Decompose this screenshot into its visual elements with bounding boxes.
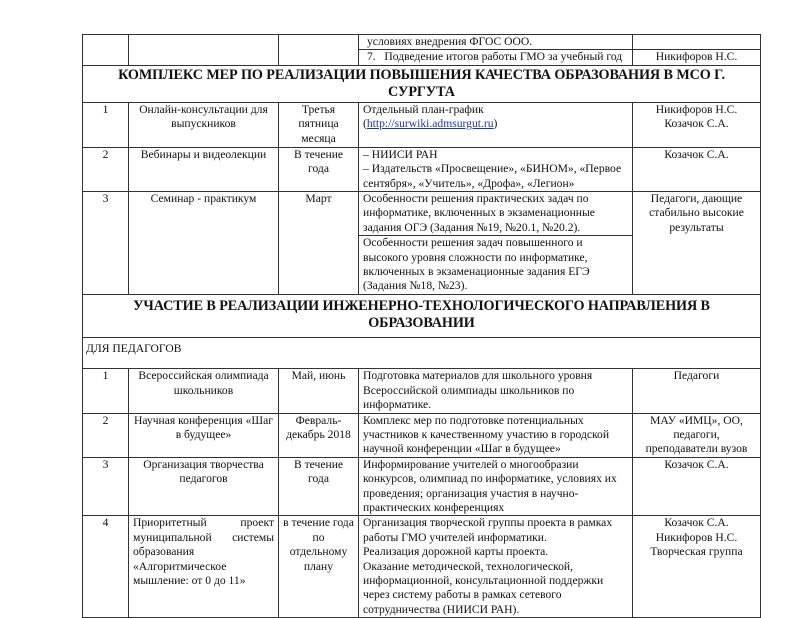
row-event: Семинар - практикум	[129, 192, 279, 295]
cell-num-empty	[83, 35, 129, 66]
row-responsible: Педагоги	[633, 369, 761, 413]
subsection-row	[83, 337, 761, 368]
row-num: 3	[83, 457, 129, 516]
surwiki-link[interactable]: http://surwiki.admsurgut.ru	[366, 117, 494, 131]
row-num: 3	[83, 192, 129, 295]
cell-timing-empty	[279, 35, 359, 66]
event-line: образования «Алгоритмическое мышление: от 0 до 11»	[133, 545, 246, 587]
item7-responsible: Никифоров Н.С.	[633, 50, 761, 65]
row-content: Информирование учителей о многообразии конкурсов, олимпиад по информатике, условиях их проведения; организация участия в научно-практических конференциях	[359, 457, 633, 516]
row-event: Всероссийская олимпиада школьников	[129, 369, 279, 413]
row-num: 2	[83, 413, 129, 457]
content-line: Оказание методической, технологической, информационной, консультационной поддержки через систему работы в рамках сетевого сотрудничества (НИИСИ РАН).	[363, 559, 604, 616]
row-content: Подготовка материалов для школьного уровня Всероссийской олимпиады школьников по информатике.	[359, 369, 633, 413]
table-row	[83, 102, 761, 147]
row-timing: в течение года по отдельному плану	[279, 516, 359, 618]
row-num: 2	[83, 147, 129, 191]
row-responsible: МАУ «ИМЦ», ОО, педагоги, преподаватели вузов	[633, 413, 761, 457]
section1-title: КОМПЛЕКС МЕР ПО РЕАЛИЗАЦИИ ПОВЫШЕНИЯ КАЧЕСТВА ОБРАЗОВАНИЯ В МСО Г. СУРГУТА	[83, 65, 761, 102]
row-responsible: Педагоги, дающие стабильно высокие результаты	[633, 192, 761, 295]
row-timing: Март	[279, 192, 359, 295]
content-prefix: Отдельный план-график	[363, 102, 484, 116]
paren-open: (	[363, 117, 367, 131]
row-responsible: Козачок С.А.	[633, 457, 761, 516]
row-responsible	[633, 102, 761, 147]
row-event: Вебинары и видеолекции	[129, 147, 279, 191]
section2-title: УЧАСТИЕ В РЕАЛИЗАЦИИ ИНЖЕНЕРНО-ТЕХНОЛОГИЧЕСКОГО НАПРАВЛЕНИЯ В ОБРАЗОВАНИИ	[83, 294, 761, 337]
row-timing: Февраль-декабрь 2018	[279, 413, 359, 457]
content-line: Реализация дорожной карты проекта.	[363, 545, 549, 559]
cell-event-empty	[129, 35, 279, 66]
row-content	[359, 102, 633, 147]
table-row	[83, 147, 761, 191]
item7-cell	[359, 50, 633, 65]
table-row-continued	[83, 35, 761, 50]
row-num: 1	[83, 369, 129, 413]
row-timing: Третья пятница месяца	[279, 102, 359, 147]
row-responsible: Козачок С.А.	[633, 147, 761, 191]
responsible-name: Козачок С.А.	[664, 117, 729, 131]
content-line: – Издательств «Просвещение», «БИНОМ», «Первое сентября», «Учитель», «Дрофа», «Легион»	[363, 162, 622, 190]
responsible-name: Никифоров Н.С.	[655, 530, 738, 544]
subsection-title: ДЛЯ ПЕДАГОГОВ	[83, 337, 761, 368]
responsible-name: Козачок С.А.	[664, 516, 729, 530]
cell-responsible-empty	[633, 35, 761, 50]
section-header-row	[83, 65, 761, 102]
row-num: 4	[83, 516, 129, 618]
row-timing: В течение года	[279, 147, 359, 191]
responsible-name: Творческая группа	[650, 545, 743, 559]
row-event	[129, 516, 279, 618]
table-row	[83, 192, 761, 236]
row-content-part1: Особенности решения практических задач по информатике, включенных в экзаменационные задания ОГЭ (Задания №19, №20.1, №20.2).	[359, 192, 633, 236]
section-header-row	[83, 294, 761, 337]
table-row	[83, 413, 761, 457]
row-event: Онлайн-консультации для выпускников	[129, 102, 279, 147]
item7-number: 7.	[367, 50, 376, 64]
paren-close: )	[493, 117, 498, 131]
continued-text: условиях внедрения ФГОС ООО.	[359, 35, 633, 50]
table-row	[83, 516, 761, 618]
row-content-part2: Особенности решения задач повышенного и высокого уровня сложности по информатике, включенных в экзаменационные задания ЕГЭ (Задания №18, №23).	[359, 236, 633, 295]
row-responsible	[633, 516, 761, 618]
row-timing: В течение года	[279, 457, 359, 516]
row-content	[359, 516, 633, 618]
row-event: Научная конференция «Шаг в будущее»	[129, 413, 279, 457]
plan-table	[82, 34, 761, 618]
row-num: 1	[83, 102, 129, 147]
row-content: Комплекс мер по подготовке потенциальных участников к качественному участию в городской научной конференции «Шаг в будущее»	[359, 413, 633, 457]
row-event: Организация творчества педагогов	[129, 457, 279, 516]
table-row	[83, 369, 761, 413]
row-timing: Май, июнь	[279, 369, 359, 413]
event-line: Приоритетный проект муниципальной системы	[133, 516, 274, 544]
content-line: – НИИСИ РАН	[363, 147, 438, 161]
table-row	[83, 457, 761, 516]
responsible-name: Никифоров Н.С.	[655, 102, 738, 116]
row-content	[359, 147, 633, 191]
item7-text: Подведение итогов работы ГМО за учебный год	[384, 50, 623, 64]
content-line: Организация творческой группы проекта в рамках работы ГМО учителей информатики.	[363, 516, 613, 544]
